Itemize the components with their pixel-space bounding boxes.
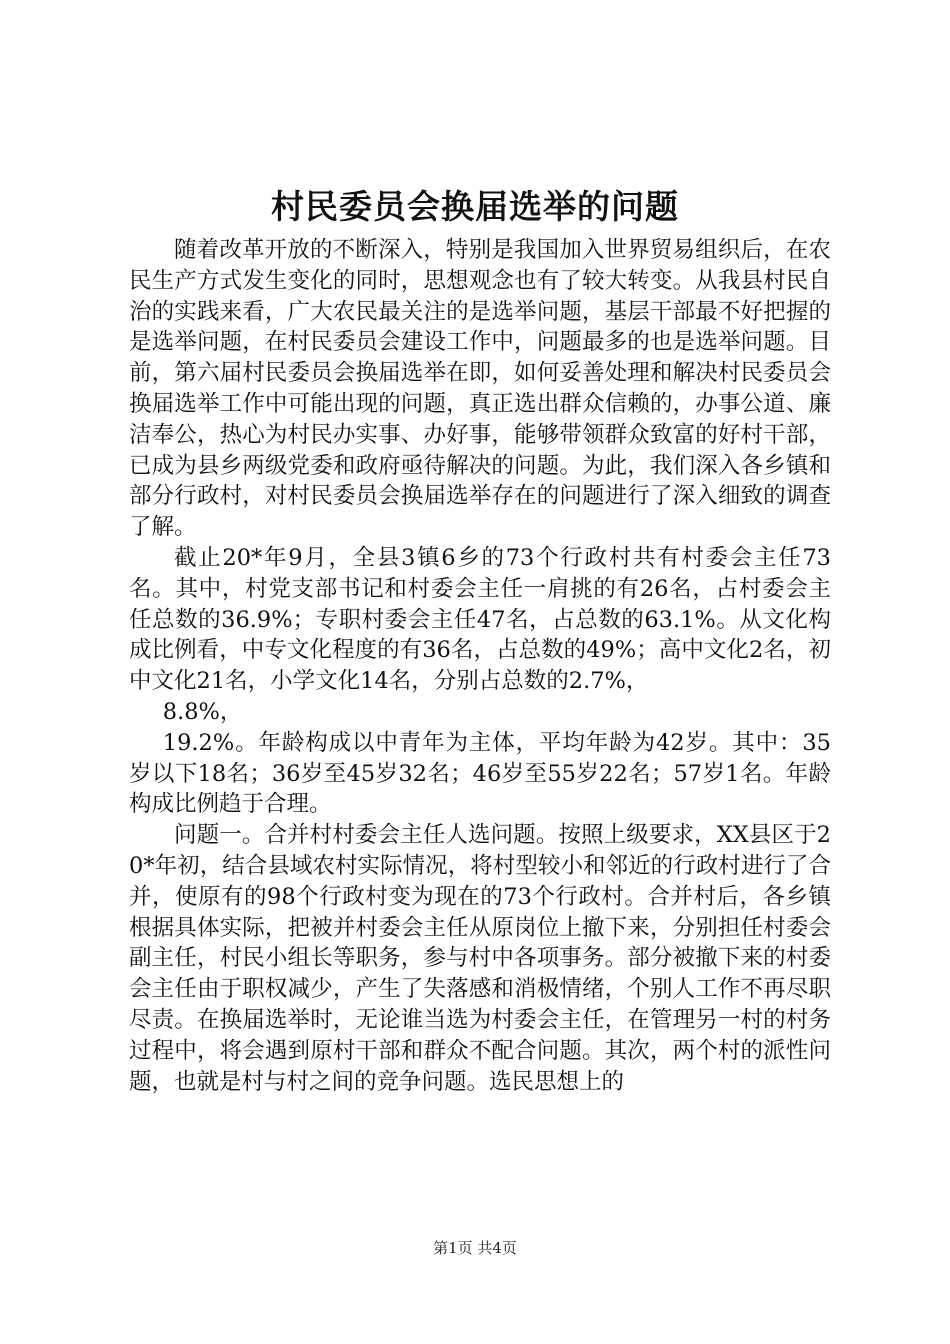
- page-footer: 第1页 共4页: [433, 1239, 517, 1257]
- paragraph-statistics: 截止20*年9月，全县3镇6乡的73个行政村共有村委会主任73名。其中，村党支部书记和村委会主任一肩挑的有26名，占村委会主任总数的36.9%；专职村委会主任47名，占总数的63.1%。从文化构成比例看，中专文化程度的有36名，占总数的49%；高中文化2名，初中文化21名，小学文化14名，分别占总数的2.7%，: [129, 544, 831, 695]
- document-title: 村民委员会换届选举的问题: [271, 187, 679, 226]
- paragraph-intro: 随着改革开放的不断深入，特别是我国加入世界贸易组织后，在农民生产方式发生变化的同时，思想观念也有了较大转变。从我县村民自治的实践来看，广大农民最关注的是选举问题，基层干部最不好把握的是选举问题，在村民委员会建设工作中，问题最多的也是选举问题。目前，第六届村民委员会换届选举在即，如何妥善处理和解决村民委员会换届选举工作中可能出现的问题，真正选出群众信赖的，办事公道、廉洁奉公，热心为村民办实事、办好事，能够带领群众致富的好村干部，已成为县乡两级党委和政府亟待解决的问题。为此，我们深入各乡镇和部分行政村，对村民委员会换届选举存在的问题进行了深入细致的调查了解。: [129, 237, 831, 541]
- document-body: [129, 235, 831, 1097]
- paragraph-percent-a: 8.8%，: [162, 698, 243, 725]
- paragraph-percent-b: 19.2%。年龄构成以中青年为主体，平均年龄为42岁。其中：35岁以下18名；36岁至45岁32名；46岁至55岁22名；57岁1名。年龄构成比例趋于合理。: [129, 729, 831, 818]
- paragraph-problem-one: 问题一。合并村村委会主任人选问题。按照上级要求，XX县区于20*年初，结合县域农村实际情况，将村型较小和邻近的行政村进行了合并，使原有的98个行政村变为现在的73个行政村。合并村后，各乡镇根据具体实际，把被并村委会主任从原岗位上撤下来，分别担任村委会副主任，村民小组长等职务，参与村中各项事务。部分被撤下来的村委会主任由于职权减少，产生了失落感和消极情绪，个别人工作不再尽职尽责。在换届选举时，无论谁当选为村委会主任，在管理另一村的村务过程中，将会遇到原村干部和群众不配合问题。其次，两个村的派性问题，也就是村与村之间的竞争问题。选民思想上的: [129, 822, 831, 1095]
